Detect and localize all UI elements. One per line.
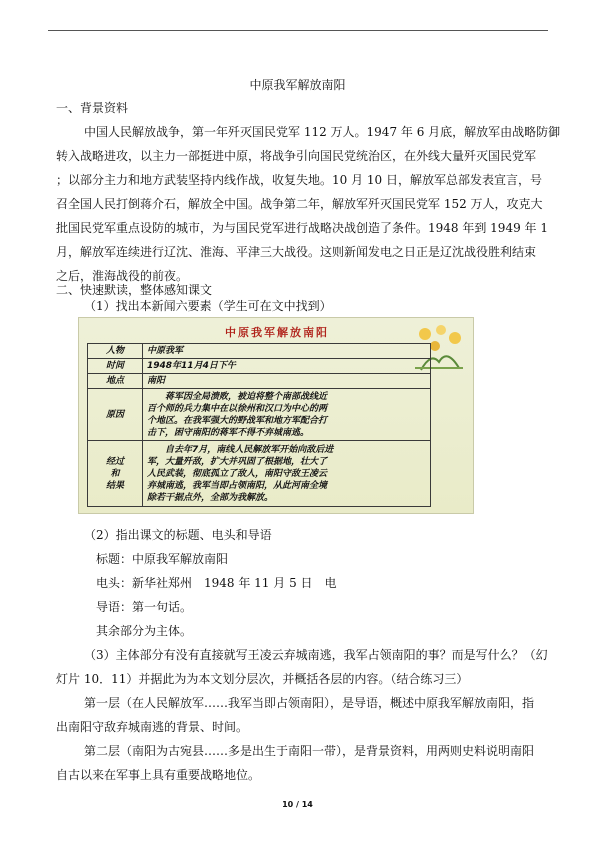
layer1-line-2: 出南阳守敌弃城南逃的背景、时间。 <box>56 720 249 734</box>
table-row <box>88 441 431 507</box>
lead-item: 导语：第一句话。 <box>96 600 193 614</box>
bg-line-2: 转入战略进攻，以主力一部挺进中原，将战争引向国民党统治区，在外线大量歼灭国民党军 <box>56 149 537 163</box>
header-rule <box>48 30 548 31</box>
question-3-line-2: 灯片 10．11）并据此为为本文划分层次，并概括各层的内容。（结合练习三） <box>56 672 469 686</box>
table-row <box>88 389 431 441</box>
slide-title: 中原我军解放南阳 <box>225 326 329 339</box>
value-line: 人民武装，彻底孤立了敌人，南阳守敌王凌云 <box>147 468 328 479</box>
value-line: 军，大量歼敌，扩大并巩固了根据地，壮大了 <box>147 456 328 467</box>
bg-line-7: 之后，淮海战役的前夜。 <box>56 269 189 283</box>
value-line: 自去年7月，南线人民解放军开始向敌后进 <box>147 444 334 455</box>
value-line: 百个师的兵力集中在以徐州和汉口为中心的两 <box>147 403 328 414</box>
bg-line-6: 月，解放军连续进行辽沈、淮海、平津三大战役。这则新闻发电之日正是辽沈战役胜利结束 <box>56 245 537 259</box>
bg-line-3: ；以部分主力和地方武装坚持内线作战，收复失地。10 月 10 日，解放军总部发表宣言，号 <box>56 173 542 187</box>
row-label: 原因 <box>88 389 143 441</box>
value-line: 除若干据点外，全部为我解放。 <box>147 492 274 503</box>
question-3-line-1: （3）主体部分有没有直接就写王凌云弃城南逃，我军占领南阳的事？而是写什么？（幻 <box>84 648 548 662</box>
six-elements-table <box>87 343 431 507</box>
layer1-line-1: 第一层（在人民解放军……我军当即占领南阳），是导语，概述中原我军解放南阳，指 <box>84 696 535 710</box>
table-row <box>88 344 431 359</box>
slide-image <box>78 317 474 514</box>
table-row <box>88 359 431 374</box>
page-title: 中原我军解放南阳 <box>249 78 346 92</box>
bg-line-4: 召全国人民打倒蒋介石，解放全中国。战争第二年，解放军歼灭国民党军 152 万人，攻克大 <box>56 197 543 211</box>
row-value: 南阳 <box>143 374 431 389</box>
row-label: 时间 <box>88 359 143 374</box>
value-line: 弃城南逃，我军当即占领南阳，从此河南全境 <box>147 480 328 491</box>
section1-heading: 一、背景资料 <box>56 101 129 115</box>
bg-line-5: 批国民党军重点设防的城市，为与国民党军进行战略决战创造了条件。1948 年到 1949 年 1 <box>56 221 548 235</box>
row-label: 经过 和 结果 <box>88 441 143 507</box>
row-label: 地点 <box>88 374 143 389</box>
layer2-line-2: 自古以来在军事上具有重要战略地位。 <box>56 768 261 782</box>
question-2: （2）指出课文的标题、电头和导语 <box>84 528 272 542</box>
value-line: 击下，困守南阳的蒋军不得不弃城南逃。 <box>147 427 310 438</box>
value-line: 个地区。在我军强大的野战军和地方军配合打 <box>147 415 328 426</box>
question-1: （1）找出本新闻六要素（学生可在文中找到） <box>84 299 332 313</box>
value-line: 蒋军因全局溃败，被迫将整个南部战线近 <box>147 391 328 402</box>
page-number: 10 / 14 <box>282 800 313 809</box>
row-value: 中原我军 <box>143 344 431 359</box>
rest-item: 其余部分为主体。 <box>96 624 193 638</box>
row-value: 1948年11月4日下午 <box>143 359 431 374</box>
bg-line-1: 中国人民解放战争，第一年歼灭国民党军 112 万人。1947 年 6 月底，解放军由战略防御 <box>84 125 561 139</box>
row-value <box>143 389 431 441</box>
section2-heading: 二、快速默读，整体感知课文 <box>56 283 213 297</box>
table-row <box>88 374 431 389</box>
row-label: 人物 <box>88 344 143 359</box>
layer2-line-1: 第二层（南阳为古宛县……多是出生于南阳一带），是背景资料，用两则史料说明南阳 <box>84 744 535 758</box>
row-value <box>143 441 431 507</box>
dateline-item: 电头：新华社郑州 1948 年 11 月 5 日 电 <box>96 576 337 590</box>
headline-item: 标题：中原我军解放南阳 <box>96 552 229 566</box>
